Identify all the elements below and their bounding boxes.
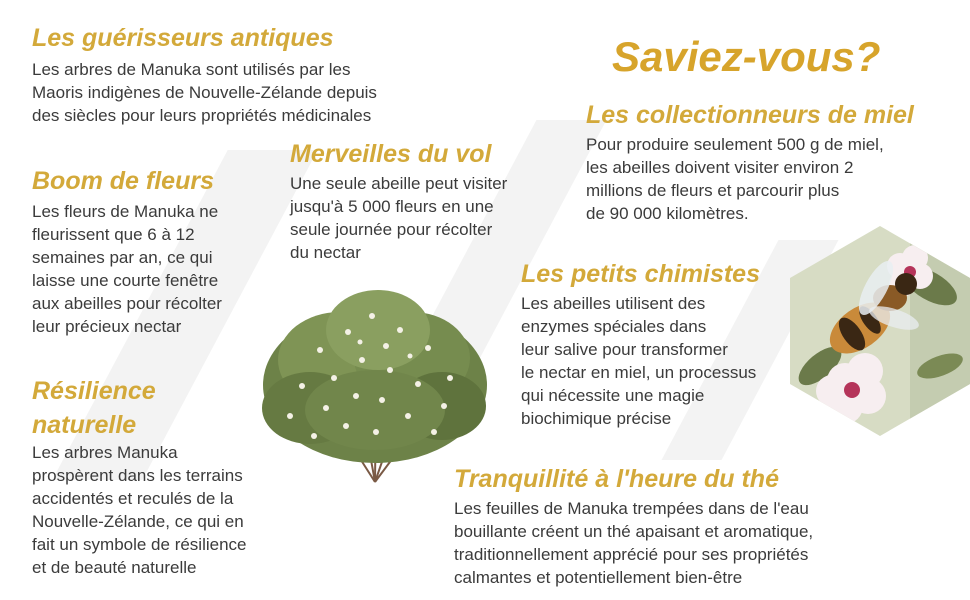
- section-text-honey-collectors: Pour produire seulement 500 g de miel, les abeilles doivent visiter environ 2 millions de fleurs et parcourir plus de 90 000 kilomètres.: [586, 135, 884, 223]
- bee-on-flower-image: [790, 226, 970, 436]
- section-heading-flower-boom: Boom de fleurs: [32, 167, 214, 195]
- section-text-flower-boom: Les fleurs de Manuka ne fleurissent que 6 à 12 semaines par an, ce qui laisse une courte fenêtre aux abeilles pour récolter leur précieux nectar: [32, 202, 222, 336]
- section-text-little-chemists: Les abeilles utilisent des enzymes spéciales dans leur salive pour transformer le nectar en miel, un processus qui nécessite une magie biochimique précise: [521, 294, 757, 428]
- section-text-flight-wonders: Une seule abeille peut visiter jusqu'à 5 000 fleurs en une seule journée pour récolter du nectar: [290, 174, 508, 262]
- section-heading-honey-collectors: Les collectionneurs de miel: [586, 101, 914, 129]
- section-text-tea-time: Les feuilles de Manuka trempées dans de l'eau bouillante créent un thé apaisant et aromatique, traditionnellement apprécié pour ses propriétés calmantes et potentiellement bien-être: [454, 499, 814, 587]
- manuka-shrub-image: [250, 260, 500, 490]
- page-title: Saviez-vous?: [612, 33, 881, 80]
- section-heading-tea-time: Tranquillité à l'heure du thé: [454, 465, 779, 493]
- section-heading-little-chemists: Les petits chimistes: [521, 260, 760, 288]
- section-heading-flight-wonders: Merveilles du vol: [290, 140, 492, 168]
- section-text-resilience: Les arbres Manuka prospèrent dans les terrains accidentés et reculés de la Nouvelle-Zélande, ce qui en fait un symbole de résilience et de beauté naturelle: [32, 443, 247, 577]
- section-heading-ancient-healers: Les guérisseurs antiques: [32, 24, 334, 52]
- section-text-ancient-healers: Les arbres de Manuka sont utilisés par les Maoris indigènes de Nouvelle-Zélande depuis des siècles pour leurs propriétés médicinales: [32, 60, 377, 125]
- section-heading-resilience: Résilience naturelle: [32, 377, 156, 439]
